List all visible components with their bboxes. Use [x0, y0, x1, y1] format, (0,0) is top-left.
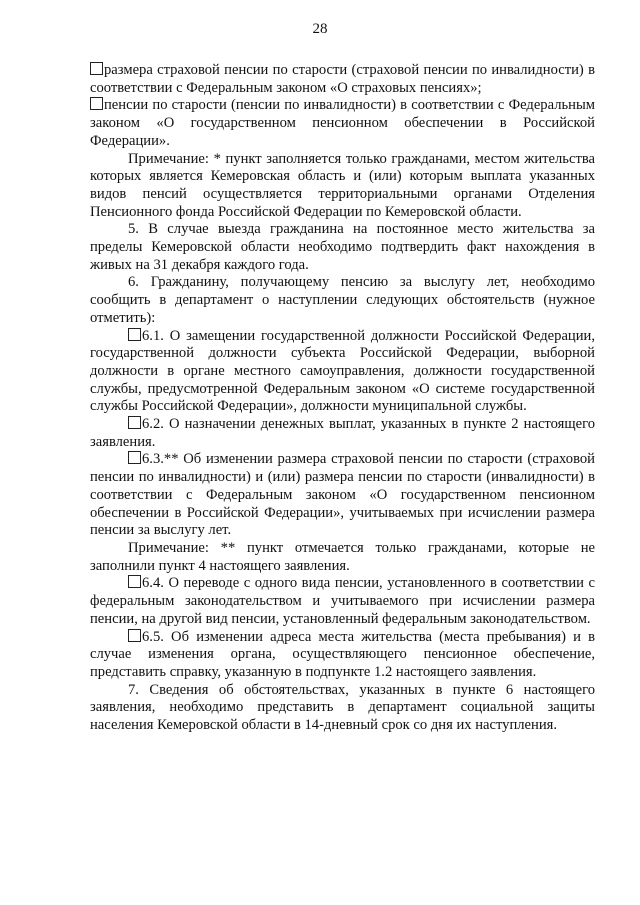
paragraph-note-2	[90, 540, 595, 575]
paragraph-text: Примечание: ** пункт отмечается только гражданами, которые не заполнили пункт 4 настоящего заявления.	[90, 539, 595, 574]
page-number: 28	[312, 21, 328, 37]
paragraph-text: 6.4. О переводе с одного вида пенсии, установленного в соответствии с федеральным законодательством и учитываемого при исчислении размера пенсии, на другой вид пенсии, установленный федеральным законодательством.	[90, 575, 595, 627]
paragraph-state-pension-option	[90, 97, 595, 150]
paragraph-text: 6.5. Об изменении адреса места жительства (места пребывания) и в случае изменения органа, осуществляющего пенсионное обеспечение, представить справку, указанную в подпункте 1.2 настоящего заявления.	[90, 628, 595, 680]
paragraph-text: 5. В случае выезда гражданина на постоянное место жительства за пределы Кемеровской области необходимо подтвердить факт нахождения в живых на 31 декабря каждого года.	[90, 221, 595, 273]
checkbox-item-6-1[interactable]	[128, 328, 141, 341]
checkbox-item-6-3[interactable]	[128, 451, 141, 464]
paragraph-note-1	[90, 151, 595, 222]
paragraph-text: пенсии по старости (пенсии по инвалидности) в соответствии с Федеральным законом «О государственном пенсионном обеспечении в Российской Федерации».	[90, 97, 595, 149]
paragraph-text: 7. Сведения об обстоятельствах, указанных в пункте 6 настоящего заявления, необходимо представить в департамент социальной защиты населения Кемеровской области в 14-дневный срок со дня их наступления.	[90, 681, 595, 734]
paragraph-item-6-1	[90, 328, 595, 417]
checkbox-item-6-2[interactable]	[128, 416, 141, 429]
paragraph-text: размера страховой пенсии по старости (страховой пенсии по инвалидности) в соответствии с Федеральным законом «О страховых пенсиях»;	[90, 62, 595, 96]
paragraph-item-6	[90, 274, 595, 327]
paragraph-item-7	[90, 682, 595, 735]
paragraph-item-6-2	[90, 416, 595, 451]
paragraph-item-6-4	[90, 575, 595, 628]
paragraph-text: 6.1. О замещении государственной должности Российской Федерации, государственной должности субъекта Российской Федерации, выборной должности в органе местного самоуправления, должности государственной службы, предусмотренной Федеральным законом «О системе государственной службы Российской Федерации», должности муниципальной службы.	[90, 327, 595, 415]
paragraph-item-6-3	[90, 451, 595, 540]
paragraph-text: 6.3.** Об изменении размера страховой пенсии по старости (страховой пенсии по инвалидности) и (или) размера пенсии по старости (инвалидности) в соответствии с Федеральным законом «О государственном пенсионном обеспечении в Российской Федерации», учитываемых при исчислении размера пенсии за выслугу лет.	[90, 451, 595, 539]
paragraph-item-6-5	[90, 629, 595, 682]
paragraph-text: 6. Гражданину, получающему пенсию за выслугу лет, необходимо сообщить в департамент о наступлении следующих обстоятельств (нужное отметить):	[90, 274, 595, 326]
paragraph-insurance-pension-option	[90, 62, 595, 97]
checkbox-item-6-4[interactable]	[128, 575, 141, 588]
checkbox-state-pension[interactable]	[90, 97, 103, 110]
checkbox-insurance-pension[interactable]	[90, 62, 103, 75]
document-body	[90, 62, 595, 735]
paragraph-item-5	[90, 221, 595, 274]
paragraph-text: Примечание: * пункт заполняется только гражданами, местом жительства которых является Кемеровская область и (или) которым выплата указанных видов пенсий осуществляется территориальными органами Отделения Пенсионного фонда Российской Федерации по Кемеровской области.	[90, 150, 595, 220]
checkbox-item-6-5[interactable]	[128, 629, 141, 642]
paragraph-text: 6.2. О назначении денежных выплат, указанных в пункте 2 настоящего заявления.	[90, 416, 595, 450]
